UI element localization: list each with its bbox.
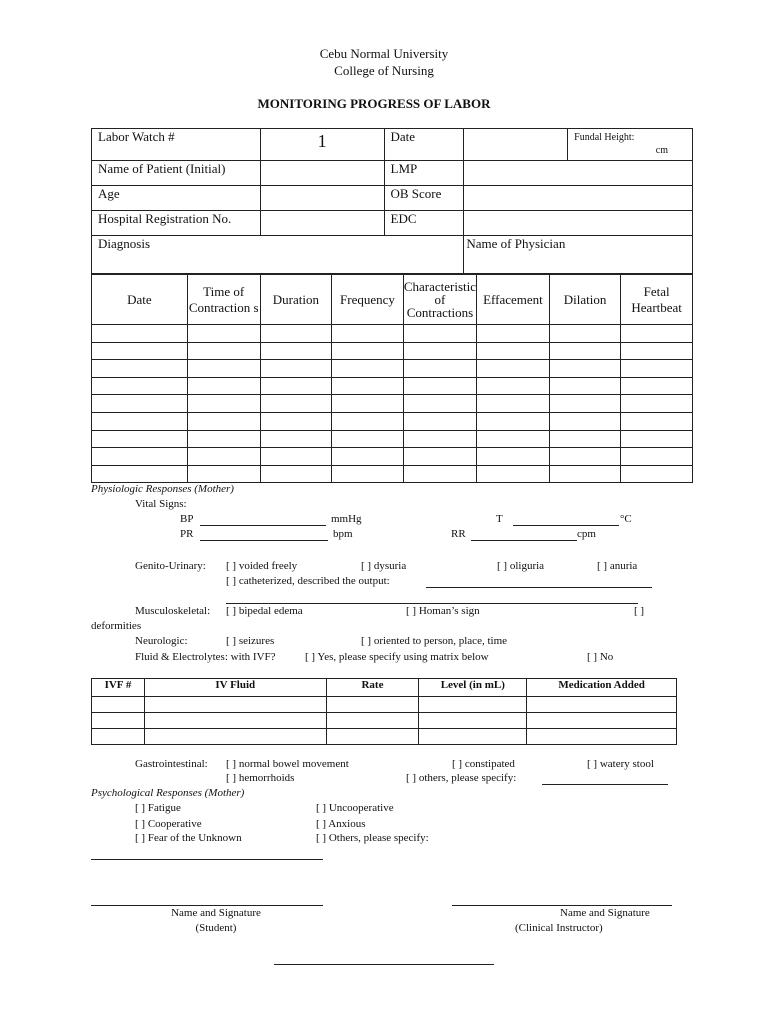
table-cell[interactable] (549, 395, 621, 413)
table-cell[interactable] (187, 412, 260, 430)
psychological-heading: Psychological Responses (Mother) (91, 787, 245, 799)
table-cell[interactable] (326, 729, 419, 745)
table-cell[interactable] (260, 448, 332, 466)
table-cell[interactable] (144, 729, 326, 745)
table-cell[interactable] (92, 325, 188, 343)
table-cell[interactable] (403, 430, 476, 448)
table-cell[interactable] (549, 342, 621, 360)
pr-unit: bpm (333, 528, 353, 540)
table-cell[interactable] (419, 713, 527, 729)
labor-monitoring-table (91, 274, 693, 483)
col-rate: Rate (326, 679, 419, 697)
edc-label: EDC (384, 211, 464, 236)
table-cell[interactable] (144, 713, 326, 729)
lmp-field[interactable] (464, 161, 693, 186)
bp-unit: mmHg (331, 513, 362, 525)
table-cell[interactable] (403, 395, 476, 413)
table-cell[interactable] (187, 377, 260, 395)
table-cell[interactable] (477, 448, 550, 466)
table-cell[interactable] (332, 325, 404, 343)
table-cell[interactable] (403, 325, 476, 343)
table-row (92, 342, 693, 360)
col-time-of-contractions: Time of Contraction s (187, 275, 260, 325)
t-unit: °C (620, 513, 632, 525)
table-cell[interactable] (92, 430, 188, 448)
table-cell[interactable] (621, 395, 693, 413)
psy-uncooperative-checkbox[interactable]: [ ] Uncooperative (316, 802, 394, 814)
table-cell[interactable] (92, 342, 188, 360)
table-cell[interactable] (332, 430, 404, 448)
diagnosis-label: Diagnosis (98, 236, 150, 251)
gu-dysuria-checkbox[interactable]: [ ] dysuria (361, 560, 407, 572)
table-cell[interactable] (403, 342, 476, 360)
table-cell[interactable] (260, 325, 332, 343)
rr-label: RR (451, 528, 466, 540)
gi-constipated-checkbox[interactable]: [ ] constipated (452, 758, 515, 770)
table-cell[interactable] (187, 448, 260, 466)
table-cell[interactable] (549, 325, 621, 343)
patient-name-field[interactable] (260, 161, 384, 186)
table-cell[interactable] (477, 465, 550, 483)
table-cell[interactable] (187, 360, 260, 378)
table-cell[interactable] (621, 412, 693, 430)
table-cell[interactable] (92, 448, 188, 466)
table-cell[interactable] (477, 377, 550, 395)
col-fetal-heartbeat: Fetal Heartbeat (621, 275, 693, 325)
table-row (92, 325, 693, 343)
table-cell[interactable] (621, 360, 693, 378)
table-cell[interactable] (477, 412, 550, 430)
table-cell[interactable] (92, 360, 188, 378)
labor-watch-value[interactable]: 1 (260, 129, 384, 161)
col-characteristic: Characteristic of Contractions (403, 275, 476, 325)
table-cell[interactable] (549, 412, 621, 430)
table-cell[interactable] (260, 377, 332, 395)
table-cell[interactable] (187, 430, 260, 448)
table-cell[interactable] (332, 465, 404, 483)
table-cell[interactable] (92, 377, 188, 395)
table-cell[interactable] (477, 430, 550, 448)
table-cell[interactable] (92, 412, 188, 430)
labor-watch-label: Labor Watch # (92, 129, 261, 161)
edc-field[interactable] (464, 211, 693, 236)
table-row (92, 465, 693, 483)
table-cell[interactable] (92, 395, 188, 413)
table-row (92, 395, 693, 413)
col-dilation: Dilation (549, 275, 621, 325)
table-cell[interactable] (92, 697, 145, 713)
table-cell[interactable] (403, 465, 476, 483)
table-cell[interactable] (621, 448, 693, 466)
table-row (92, 377, 693, 395)
psy-others-line[interactable] (91, 859, 323, 860)
date-label: Date (384, 129, 464, 161)
col-frequency: Frequency (332, 275, 404, 325)
table-cell[interactable] (403, 448, 476, 466)
student-signature-line[interactable] (91, 905, 323, 906)
psy-anxious-checkbox[interactable]: [ ] Anxious (316, 818, 366, 830)
table-cell[interactable] (549, 360, 621, 378)
table-row (92, 360, 693, 378)
fundal-height-label: Fundal Height: (574, 132, 635, 143)
neuro-oriented-checkbox[interactable]: [ ] oriented to person, place, time (361, 635, 508, 647)
rr-input-line[interactable] (471, 540, 577, 541)
table-cell[interactable] (92, 465, 188, 483)
physician-field[interactable] (464, 236, 693, 274)
ivf-no-checkbox[interactable]: [ ] No (587, 651, 614, 663)
rr-unit: cpm (577, 528, 596, 540)
student-role: (Student) (195, 922, 237, 934)
table-cell[interactable] (419, 729, 527, 745)
table-cell[interactable] (332, 412, 404, 430)
catheter-output-line[interactable] (426, 587, 652, 588)
fundal-height-unit: cm (655, 145, 668, 156)
gi-hemorrhoids-checkbox[interactable]: [ ] hemorrhoids (226, 772, 295, 784)
neuro-seizures-checkbox[interactable]: [ ] seizures (226, 635, 275, 647)
table-cell[interactable] (332, 448, 404, 466)
table-cell[interactable] (260, 342, 332, 360)
col-duration: Duration (260, 275, 332, 325)
table-cell[interactable] (92, 729, 145, 745)
neurologic-label: Neurologic: (135, 635, 188, 647)
table-cell[interactable] (477, 342, 550, 360)
gi-others-checkbox[interactable]: [ ] others, please specify: (406, 772, 517, 784)
table-cell[interactable] (621, 377, 693, 395)
table-cell[interactable] (187, 342, 260, 360)
msk-deformities-label: deformities (91, 620, 142, 632)
table-row (92, 430, 693, 448)
table-cell[interactable] (549, 448, 621, 466)
bp-input-line[interactable] (200, 525, 326, 526)
table-cell[interactable] (332, 360, 404, 378)
psy-fatigue-checkbox[interactable]: [ ] Fatigue (135, 802, 181, 814)
gi-others-line[interactable] (542, 784, 668, 785)
table-row (92, 713, 677, 729)
pr-label: PR (180, 528, 194, 540)
table-cell[interactable] (403, 412, 476, 430)
hospital-reg-field[interactable] (260, 211, 384, 236)
table-cell[interactable] (260, 395, 332, 413)
instructor-signature-label: Name and Signature (560, 907, 650, 919)
university-name: Cebu Normal University (319, 46, 449, 61)
table-cell[interactable] (187, 395, 260, 413)
table-cell[interactable] (477, 360, 550, 378)
table-cell[interactable] (549, 377, 621, 395)
gi-normal-checkbox[interactable]: [ ] normal bowel movement (226, 758, 349, 770)
instructor-role: (Clinical Instructor) (515, 922, 603, 934)
table-cell[interactable] (187, 465, 260, 483)
table-cell[interactable] (621, 430, 693, 448)
table-cell[interactable] (144, 697, 326, 713)
col-medication: Medication Added (527, 679, 677, 697)
table-cell[interactable] (332, 342, 404, 360)
table-cell[interactable] (621, 465, 693, 483)
temp-input-line[interactable] (513, 525, 619, 526)
t-label: T (496, 513, 503, 525)
gu-catheterized-checkbox[interactable]: [ ] catheterized, described the output: (226, 575, 390, 587)
table-cell[interactable] (477, 395, 550, 413)
ivf-yes-checkbox[interactable]: [ ] Yes, please specify using matrix below (305, 651, 489, 663)
bottom-signature-line[interactable] (274, 964, 494, 965)
fundal-height-field[interactable] (568, 129, 693, 161)
table-cell[interactable] (527, 729, 677, 745)
gu-oliguria-checkbox[interactable]: [ ] oliguria (497, 560, 545, 572)
age-label: Age (92, 186, 261, 211)
msk-edema-checkbox[interactable]: [ ] bipedal edema (226, 605, 303, 617)
instructor-signature-line[interactable] (452, 905, 672, 906)
pr-input-line[interactable] (200, 540, 328, 541)
form-title: MONITORING PROGRESS OF LABOR (257, 96, 491, 111)
ob-score-field[interactable] (464, 186, 693, 211)
ivf-table (91, 678, 677, 745)
psy-others-checkbox[interactable]: [ ] Others, please specify: (316, 832, 429, 844)
fluid-electrolytes-label: Fluid & Electrolytes: with IVF? (135, 651, 276, 663)
vital-signs-label: Vital Signs: (135, 498, 187, 510)
table-cell[interactable] (549, 430, 621, 448)
col-date: Date (92, 275, 188, 325)
bp-label: BP (180, 513, 194, 525)
musculoskeletal-label: Musculoskeletal: (135, 605, 211, 617)
table-cell[interactable] (549, 465, 621, 483)
col-effacement: Effacement (477, 275, 550, 325)
gi-watery-checkbox[interactable]: [ ] watery stool (587, 758, 654, 770)
table-cell[interactable] (477, 325, 550, 343)
gastrointestinal-label: Gastrointestinal: (135, 758, 208, 770)
col-level: Level (in mL) (419, 679, 527, 697)
lmp-label: LMP (384, 161, 464, 186)
psy-cooperative-checkbox[interactable]: [ ] Cooperative (135, 818, 202, 830)
table-cell[interactable] (621, 342, 693, 360)
college-name: College of Nursing (334, 63, 434, 78)
table-cell[interactable] (621, 325, 693, 343)
hospital-reg-label: Hospital Registration No. (92, 211, 261, 236)
table-cell[interactable] (260, 412, 332, 430)
table-cell[interactable] (260, 465, 332, 483)
table-cell[interactable] (260, 430, 332, 448)
ob-score-label: OB Score (384, 186, 464, 211)
patient-name-label: Name of Patient (Initial) (92, 161, 261, 186)
table-cell[interactable] (332, 395, 404, 413)
col-iv-fluid: IV Fluid (144, 679, 326, 697)
table-cell[interactable] (419, 697, 527, 713)
table-cell[interactable] (326, 713, 419, 729)
table-cell[interactable] (92, 713, 145, 729)
table-cell[interactable] (403, 360, 476, 378)
table-row (92, 412, 693, 430)
physiologic-heading: Physiologic Responses (Mother) (91, 483, 234, 495)
table-row (92, 729, 677, 745)
table-row (92, 697, 677, 713)
student-signature-label: Name and Signature (171, 907, 261, 919)
table-cell[interactable] (527, 697, 677, 713)
table-cell[interactable] (332, 377, 404, 395)
genito-urinary-label: Genito-Urinary: (135, 560, 206, 572)
msk-homan-checkbox[interactable]: [ ] Homan’s sign (406, 605, 480, 617)
table-cell[interactable] (326, 697, 419, 713)
col-ivf-number: IVF # (92, 679, 145, 697)
table-cell[interactable] (403, 377, 476, 395)
msk-top-line (226, 603, 638, 604)
psy-fear-checkbox[interactable]: [ ] Fear of the Unknown (135, 832, 242, 844)
patient-info-table (91, 128, 693, 274)
table-cell[interactable] (187, 325, 260, 343)
table-row (92, 448, 693, 466)
table-cell[interactable] (527, 713, 677, 729)
diagnosis-field[interactable] (92, 236, 464, 274)
msk-deformities-checkbox[interactable]: [ ] (634, 605, 645, 617)
gu-voided-checkbox[interactable]: [ ] voided freely (226, 560, 298, 572)
table-cell[interactable] (260, 360, 332, 378)
gu-anuria-checkbox[interactable]: [ ] anuria (597, 560, 638, 572)
age-field[interactable] (260, 186, 384, 211)
date-field[interactable] (464, 129, 568, 161)
physician-label: Name of Physician (466, 236, 566, 251)
